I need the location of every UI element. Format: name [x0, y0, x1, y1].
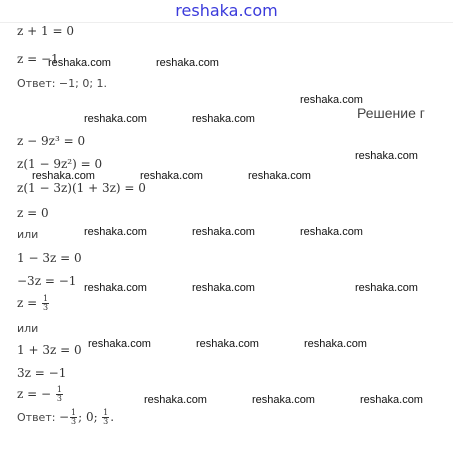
watermark-text: reshaka.com — [84, 226, 147, 238]
fraction-one-third: $\frac{1}{3}$ — [56, 385, 62, 403]
watermark-text: reshaka.com — [192, 113, 255, 125]
watermark-text: reshaka.com — [192, 282, 255, 294]
equation-step-3: z(1 − 3z)(1 + 3z) = 0 — [17, 181, 146, 195]
or-label-2: или — [17, 322, 39, 335]
watermark-text: reshaka.com — [144, 394, 207, 406]
watermark-text: reshaka.com — [355, 282, 418, 294]
equation-root-third — [17, 295, 50, 312]
equation-step-5: −3z = −1 — [17, 274, 77, 288]
section-title: Решение г — [357, 105, 425, 121]
watermark-text: reshaka.com — [84, 282, 147, 294]
watermark-text: reshaka.com — [196, 338, 259, 350]
or-label-1: или — [17, 228, 39, 241]
watermark-text: reshaka.com — [300, 94, 363, 106]
watermark-text: reshaka.com — [48, 57, 111, 69]
answer-label: Ответ: — [17, 411, 56, 424]
equation-step-2: z(1 − 9z²) = 0 — [17, 157, 103, 171]
root-third-lhs: z = — [17, 296, 38, 310]
equation-step-7: 3z = −1 — [17, 366, 67, 380]
equation-root-neg-third — [17, 386, 64, 403]
site-title-link[interactable]: reshaka.com — [175, 1, 278, 20]
watermark-text: reshaka.com — [140, 170, 203, 182]
root-neg-third-lhs: z = − — [17, 387, 52, 401]
watermark-text: reshaka.com — [88, 338, 151, 350]
equation-step-6: 1 + 3z = 0 — [17, 343, 82, 357]
fraction-one-third: $\frac{1}{3}$ — [71, 408, 77, 426]
equation-step-4: 1 − 3z = 0 — [17, 251, 82, 265]
fraction-one-third: $\frac{1}{3}$ — [103, 408, 109, 426]
answer-previous: Ответ: −1; 0; 1. — [17, 77, 108, 90]
watermark-text: reshaka.com — [304, 338, 367, 350]
watermark-text: reshaka.com — [192, 226, 255, 238]
watermark-text: reshaka.com — [360, 394, 423, 406]
watermark-text: reshaka.com — [355, 150, 418, 162]
watermark-text: reshaka.com — [300, 226, 363, 238]
site-header — [0, 0, 453, 23]
watermark-text: reshaka.com — [84, 113, 147, 125]
equation-z-plus-1: z + 1 = 0 — [17, 24, 74, 38]
equation-z-minus-1: z = −1 — [17, 52, 59, 66]
equation-step-1: z − 9z³ = 0 — [17, 134, 86, 148]
answer-final: Ответ: − $\frac{1}{3}$ ; 0; $\frac{1}{3}$ . — [17, 408, 115, 426]
equation-root-zero: z = 0 — [17, 206, 49, 220]
fraction-one-third: $\frac{1}{3}$ — [43, 294, 49, 312]
watermark-text: reshaka.com — [32, 170, 95, 182]
watermark-text: reshaka.com — [252, 394, 315, 406]
watermark-text: reshaka.com — [156, 57, 219, 69]
watermark-text: reshaka.com — [248, 170, 311, 182]
